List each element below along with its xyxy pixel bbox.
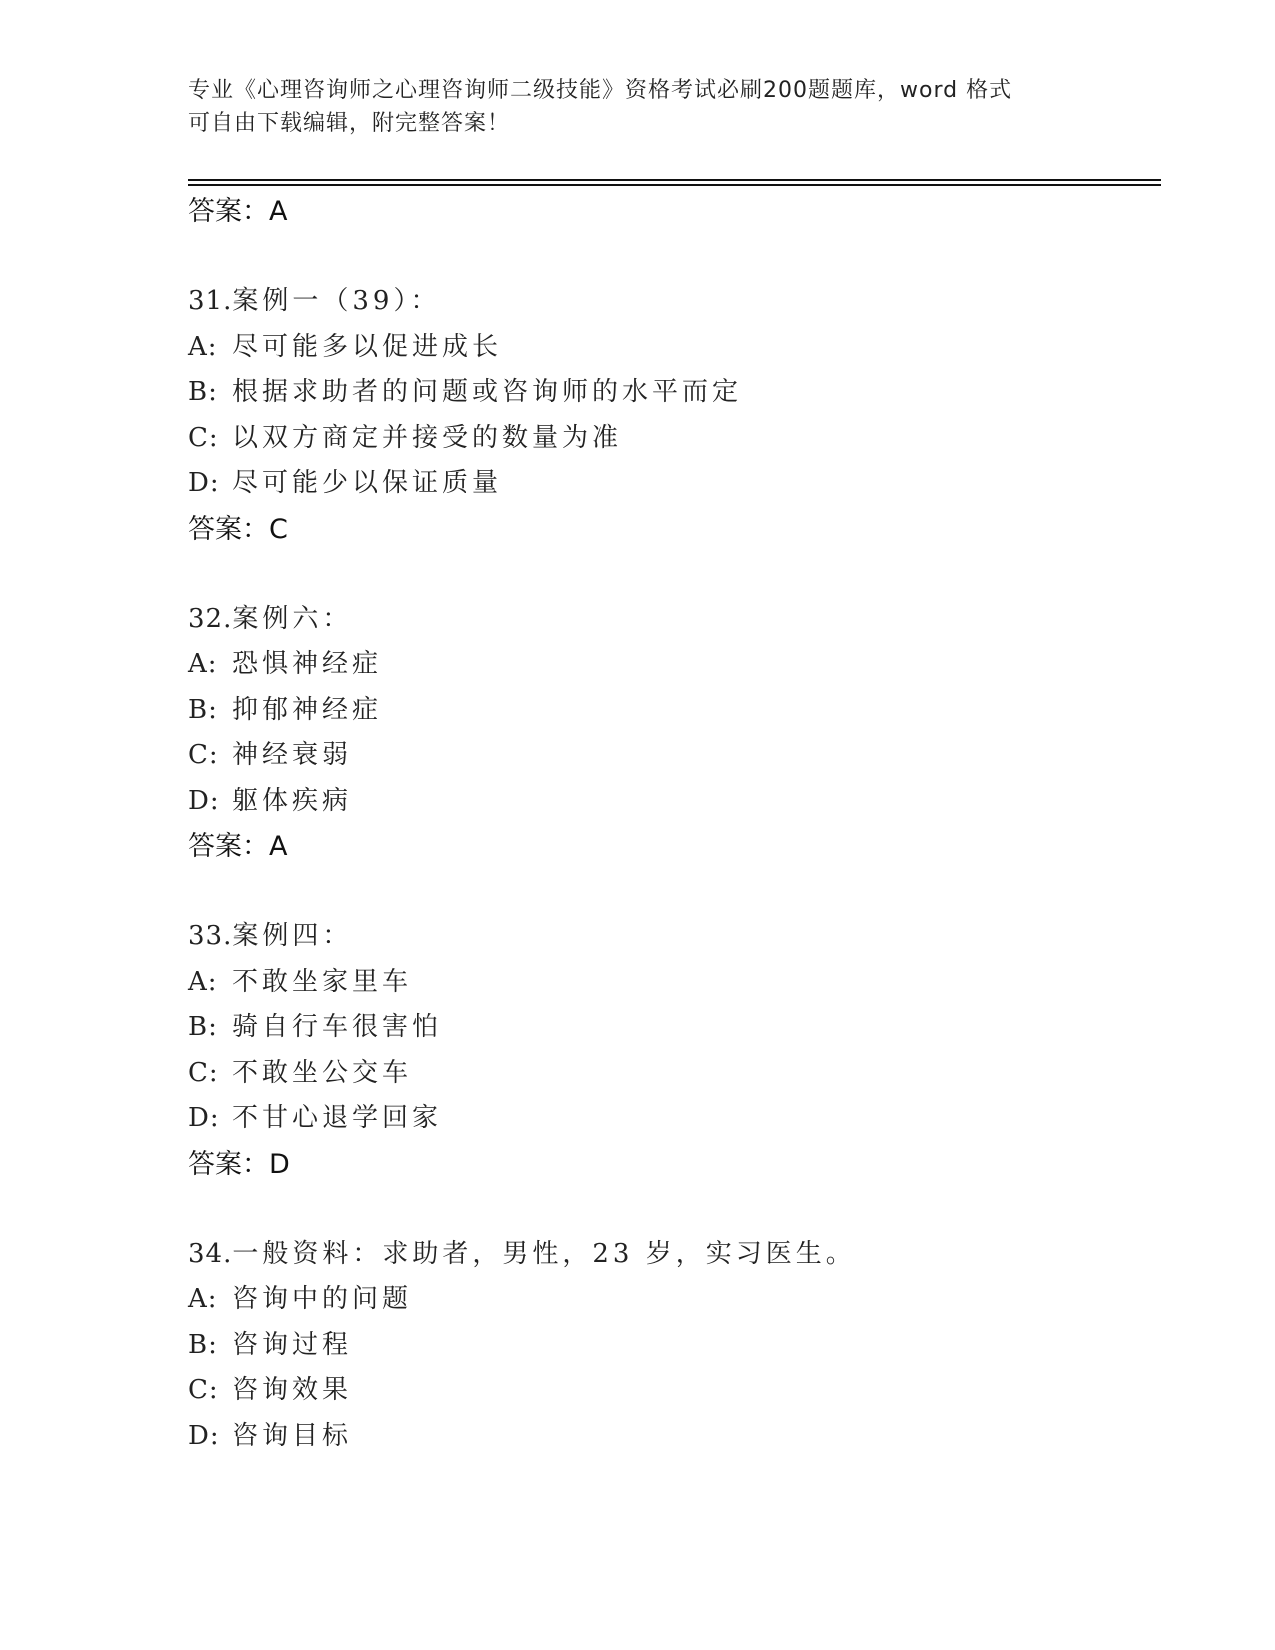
question-number: 31. — [188, 286, 233, 316]
header-title-line-2: 可自由下载编辑，附完整答案！ — [188, 111, 511, 136]
question-text: 案例六： — [232, 603, 353, 634]
spacer — [188, 235, 1148, 279]
option-b — [188, 1323, 1148, 1369]
question-text: 一般资料：求助者，男性，23 岁，实习医生。 — [232, 1238, 856, 1269]
option-c — [188, 1368, 1148, 1414]
question-block — [188, 1232, 1148, 1460]
question-number: 34. — [188, 1238, 233, 1269]
question-stem — [188, 279, 1148, 325]
option-a — [188, 960, 1148, 1006]
document-header — [188, 74, 1088, 140]
option-text: 咨询目标 — [232, 1420, 353, 1451]
option-c — [188, 1051, 1148, 1097]
option-d — [188, 1414, 1148, 1460]
option-text: 以双方商定并接受的数量为准 — [232, 422, 623, 453]
option-text: 不敢坐公交车 — [232, 1057, 413, 1088]
option-text: 不甘心退学回家 — [232, 1103, 443, 1133]
option-d — [188, 1096, 1148, 1142]
option-text: 咨询过程 — [232, 1329, 353, 1360]
option-letter: B: — [188, 694, 218, 725]
option-letter: D: — [188, 1103, 220, 1133]
option-d — [188, 779, 1148, 825]
header-title-line-1: 专业《心理咨询师之心理咨询师二级技能》资格考试必刷200题题库，word 格式 — [188, 78, 1013, 103]
option-text: 不敢坐家里车 — [232, 966, 413, 997]
option-b — [188, 688, 1148, 734]
question-stem — [188, 1232, 1148, 1278]
question-stem — [188, 914, 1148, 960]
question-number: 33. — [188, 921, 233, 951]
option-letter: A: — [188, 1284, 218, 1314]
option-letter: C: — [188, 1375, 219, 1405]
header-divider-bottom — [188, 184, 1161, 186]
option-letter: C: — [188, 740, 219, 770]
option-letter: B: — [188, 1012, 218, 1042]
option-text: 骑自行车很害怕 — [232, 1012, 443, 1042]
answer-line: 答案：C — [188, 513, 288, 545]
option-text: 咨询中的问题 — [232, 1284, 413, 1314]
option-letter: B: — [188, 377, 218, 407]
spacer — [188, 553, 1148, 597]
option-letter: D: — [188, 1420, 220, 1451]
question-text: 案例四： — [232, 921, 353, 951]
spacer — [188, 1188, 1148, 1232]
answer-line: 答案：A — [188, 196, 288, 227]
question-number: 32. — [188, 603, 233, 634]
header-divider-top — [188, 179, 1161, 181]
option-text: 尽可能多以促进成长 — [232, 331, 503, 362]
option-text: 躯体疾病 — [232, 785, 353, 816]
option-a — [188, 1277, 1148, 1323]
question-stem — [188, 597, 1148, 643]
option-a — [188, 642, 1148, 688]
option-b — [188, 1005, 1148, 1051]
answer-line: 答案：A — [188, 831, 288, 862]
option-text: 尽可能少以保证质量 — [232, 468, 503, 498]
option-text: 恐惧神经症 — [232, 649, 383, 679]
option-c — [188, 416, 1148, 462]
question-block — [188, 914, 1148, 1188]
option-d — [188, 461, 1148, 507]
option-text: 咨询效果 — [232, 1375, 353, 1405]
option-letter: D: — [188, 468, 220, 498]
option-text: 抑郁神经症 — [232, 694, 383, 725]
option-letter: C: — [188, 1057, 219, 1088]
option-letter: A: — [188, 649, 218, 679]
option-b — [188, 370, 1148, 416]
option-letter: A: — [188, 331, 218, 362]
option-text: 根据求助者的问题或咨询师的水平而定 — [232, 377, 743, 407]
option-c — [188, 733, 1148, 779]
question-block — [188, 279, 1148, 553]
option-letter: C: — [188, 422, 219, 453]
answer-line: 答案：D — [188, 1148, 290, 1180]
question-list — [188, 189, 1148, 1459]
option-text: 神经衰弱 — [232, 740, 353, 770]
spacer — [188, 870, 1148, 914]
option-a — [188, 325, 1148, 371]
option-letter: B: — [188, 1329, 218, 1360]
option-letter: A: — [188, 966, 218, 997]
option-letter: D: — [188, 785, 220, 816]
question-block — [188, 597, 1148, 871]
question-text: 案例一（39）： — [232, 286, 441, 316]
